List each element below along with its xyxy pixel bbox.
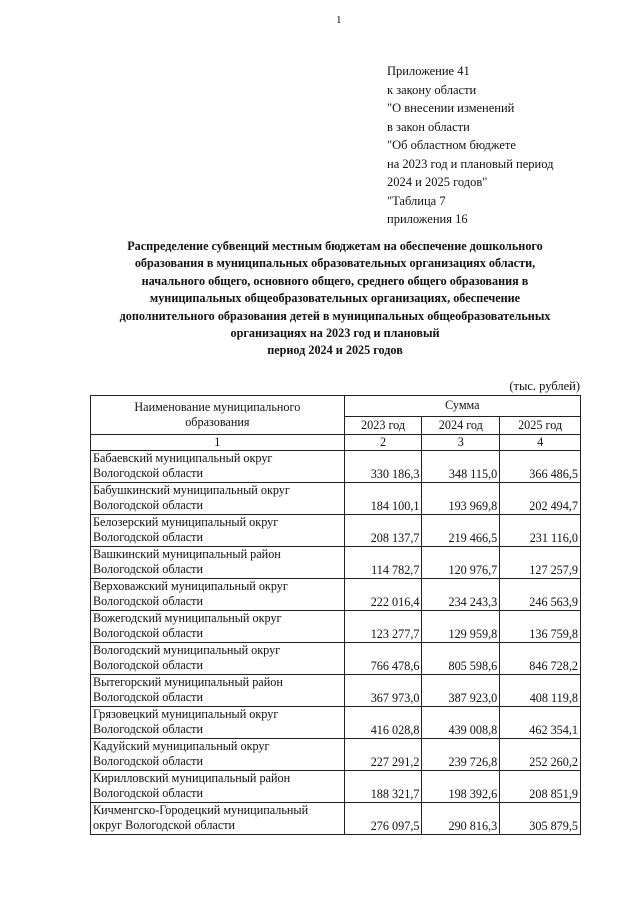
name-line1: Бабушкинский муниципальный округ bbox=[93, 483, 290, 497]
header-municipality bbox=[91, 396, 345, 435]
name-line1: Вытегорский муниципальный район bbox=[93, 675, 283, 689]
value-2023: 416 028,8 bbox=[344, 707, 422, 739]
municipality-name bbox=[91, 707, 345, 739]
value-2025: 202 494,7 bbox=[500, 483, 581, 515]
table-row bbox=[91, 803, 581, 835]
page-number: 1 bbox=[336, 14, 342, 26]
name-line1: Кичменгско-Городецкий муниципальный bbox=[93, 803, 309, 817]
value-2025: 462 354,1 bbox=[500, 707, 581, 739]
municipality-name bbox=[91, 547, 345, 579]
municipality-name bbox=[91, 803, 345, 835]
value-2024: 805 598,6 bbox=[422, 643, 500, 675]
document-title bbox=[90, 238, 580, 360]
header-name-line1: Наименование муниципального bbox=[134, 400, 301, 414]
value-2024: 219 466,5 bbox=[422, 515, 500, 547]
value-2025: 305 879,5 bbox=[500, 803, 581, 835]
municipality-name bbox=[91, 515, 345, 547]
title-line: период 2024 и 2025 годов bbox=[267, 343, 403, 358]
value-2025: 127 257,9 bbox=[500, 547, 581, 579]
appendix-line: приложения 16 bbox=[387, 212, 468, 226]
value-2023: 123 277,7 bbox=[344, 611, 422, 643]
header-year-2025: 2025 год bbox=[500, 416, 581, 434]
value-2025: 231 116,0 bbox=[500, 515, 581, 547]
name-line2: Вологодской области bbox=[93, 498, 203, 512]
value-2025: 408 119,8 bbox=[500, 675, 581, 707]
header-name-line2: образования bbox=[185, 415, 250, 429]
table-row bbox=[91, 483, 581, 515]
subvention-table bbox=[90, 395, 581, 835]
value-2024: 348 115,0 bbox=[422, 451, 500, 483]
title-line: начального общего, основного общего, среднего общего образования в bbox=[141, 273, 529, 288]
name-line2: Вологодской области bbox=[93, 754, 203, 768]
value-2024: 387 923,0 bbox=[422, 675, 500, 707]
value-2023: 114 782,7 bbox=[344, 547, 422, 579]
appendix-line: "О внесении изменений bbox=[387, 101, 515, 115]
appendix-line: на 2023 год и плановый период bbox=[387, 156, 554, 171]
title-line: дополнительного образования детей в муниципальных общеобразовательных bbox=[119, 308, 551, 323]
value-2024: 234 243,3 bbox=[422, 579, 500, 611]
municipality-name bbox=[91, 739, 345, 771]
value-2025: 846 728,2 bbox=[500, 643, 581, 675]
value-2024: 120 976,7 bbox=[422, 547, 500, 579]
name-line2: Вологодской области bbox=[93, 786, 203, 800]
name-line2: Вологодской области bbox=[93, 658, 203, 672]
col-number: 4 bbox=[500, 435, 581, 451]
title-line: муниципальных общеобразовательных организациях, обеспечение bbox=[149, 291, 521, 306]
name-line1: Вожегодский муниципальный округ bbox=[93, 611, 282, 625]
name-line2: Вологодской области bbox=[93, 466, 203, 480]
appendix-line: к закону области bbox=[387, 82, 477, 97]
table-row bbox=[91, 611, 581, 643]
col-number: 1 bbox=[91, 435, 345, 451]
municipality-name bbox=[91, 483, 345, 515]
value-2024: 129 959,8 bbox=[422, 611, 500, 643]
name-line2: Вологодской области bbox=[93, 722, 203, 736]
header-sum: Сумма bbox=[344, 396, 580, 417]
appendix-line: "Таблица 7 bbox=[387, 193, 446, 208]
table-row bbox=[91, 515, 581, 547]
table-row bbox=[91, 675, 581, 707]
municipality-name bbox=[91, 579, 345, 611]
value-2023: 208 137,7 bbox=[344, 515, 422, 547]
name-line2: Вологодской области bbox=[93, 690, 203, 704]
municipality-name bbox=[91, 643, 345, 675]
title-line: Распределение субвенций местным бюджетам на обеспечение дошкольного bbox=[127, 239, 543, 253]
value-2025: 252 260,2 bbox=[500, 739, 581, 771]
value-2025: 136 759,8 bbox=[500, 611, 581, 643]
municipality-name bbox=[91, 451, 345, 483]
value-2023: 367 973,0 bbox=[344, 675, 422, 707]
name-line1: Верховажский муниципальный округ bbox=[93, 579, 288, 593]
value-2023: 276 097,5 bbox=[344, 803, 422, 835]
value-2024: 198 392,6 bbox=[422, 771, 500, 803]
value-2024: 439 008,8 bbox=[422, 707, 500, 739]
table-row bbox=[91, 579, 581, 611]
name-line2: Вологодской области bbox=[93, 530, 203, 544]
name-line1: Грязовецкий муниципальный округ bbox=[93, 707, 279, 721]
name-line2: Вологодской области bbox=[93, 562, 203, 576]
table-row bbox=[91, 643, 581, 675]
units-label: (тыс. рублей) bbox=[509, 379, 580, 393]
value-2024: 193 969,8 bbox=[422, 483, 500, 515]
value-2023: 188 321,7 bbox=[344, 771, 422, 803]
value-2023: 184 100,1 bbox=[344, 483, 422, 515]
name-line1: Вашкинский муниципальный район bbox=[93, 547, 281, 561]
name-line1: Вологодский муниципальный округ bbox=[93, 643, 281, 657]
title-line: образования в муниципальных образовательных организациях области, bbox=[134, 256, 536, 271]
municipality-name bbox=[91, 611, 345, 643]
value-2023: 222 016,4 bbox=[344, 579, 422, 611]
value-2023: 766 478,6 bbox=[344, 643, 422, 675]
name-line1: Кадуйский муниципальный округ bbox=[93, 739, 270, 753]
appendix-reference bbox=[387, 62, 553, 229]
table-row bbox=[91, 547, 581, 579]
value-2024: 239 726,8 bbox=[422, 739, 500, 771]
col-number: 2 bbox=[344, 435, 422, 451]
value-2025: 246 563,9 bbox=[500, 579, 581, 611]
name-line1: Бабаевский муниципальный округ bbox=[93, 451, 273, 465]
header-year-2023: 2023 год bbox=[344, 416, 422, 434]
municipality-name bbox=[91, 675, 345, 707]
table-row bbox=[91, 739, 581, 771]
table-row bbox=[91, 771, 581, 803]
value-2023: 330 186,3 bbox=[344, 451, 422, 483]
appendix-line: Приложение 41 bbox=[387, 64, 470, 78]
appendix-line: 2024 и 2025 годов" bbox=[387, 175, 488, 189]
title-line: организациях на 2023 год и плановый bbox=[230, 326, 440, 341]
name-line2: округ Вологодской области bbox=[93, 818, 236, 832]
value-2024: 290 816,3 bbox=[422, 803, 500, 835]
header-year-2024: 2024 год bbox=[422, 416, 500, 434]
value-2025: 366 486,5 bbox=[500, 451, 581, 483]
value-2023: 227 291,2 bbox=[344, 739, 422, 771]
value-2025: 208 851,9 bbox=[500, 771, 581, 803]
appendix-line: в закон области bbox=[387, 119, 470, 134]
table-row bbox=[91, 707, 581, 739]
name-line2: Вологодской области bbox=[93, 626, 203, 640]
name-line1: Кирилловский муниципальный район bbox=[93, 771, 291, 785]
name-line1: Белозерский муниципальный округ bbox=[93, 515, 279, 529]
col-number: 3 bbox=[422, 435, 500, 451]
municipality-name bbox=[91, 771, 345, 803]
appendix-line: "Об областном бюджете bbox=[387, 138, 516, 152]
name-line2: Вологодской области bbox=[93, 594, 203, 608]
table-row bbox=[91, 451, 581, 483]
